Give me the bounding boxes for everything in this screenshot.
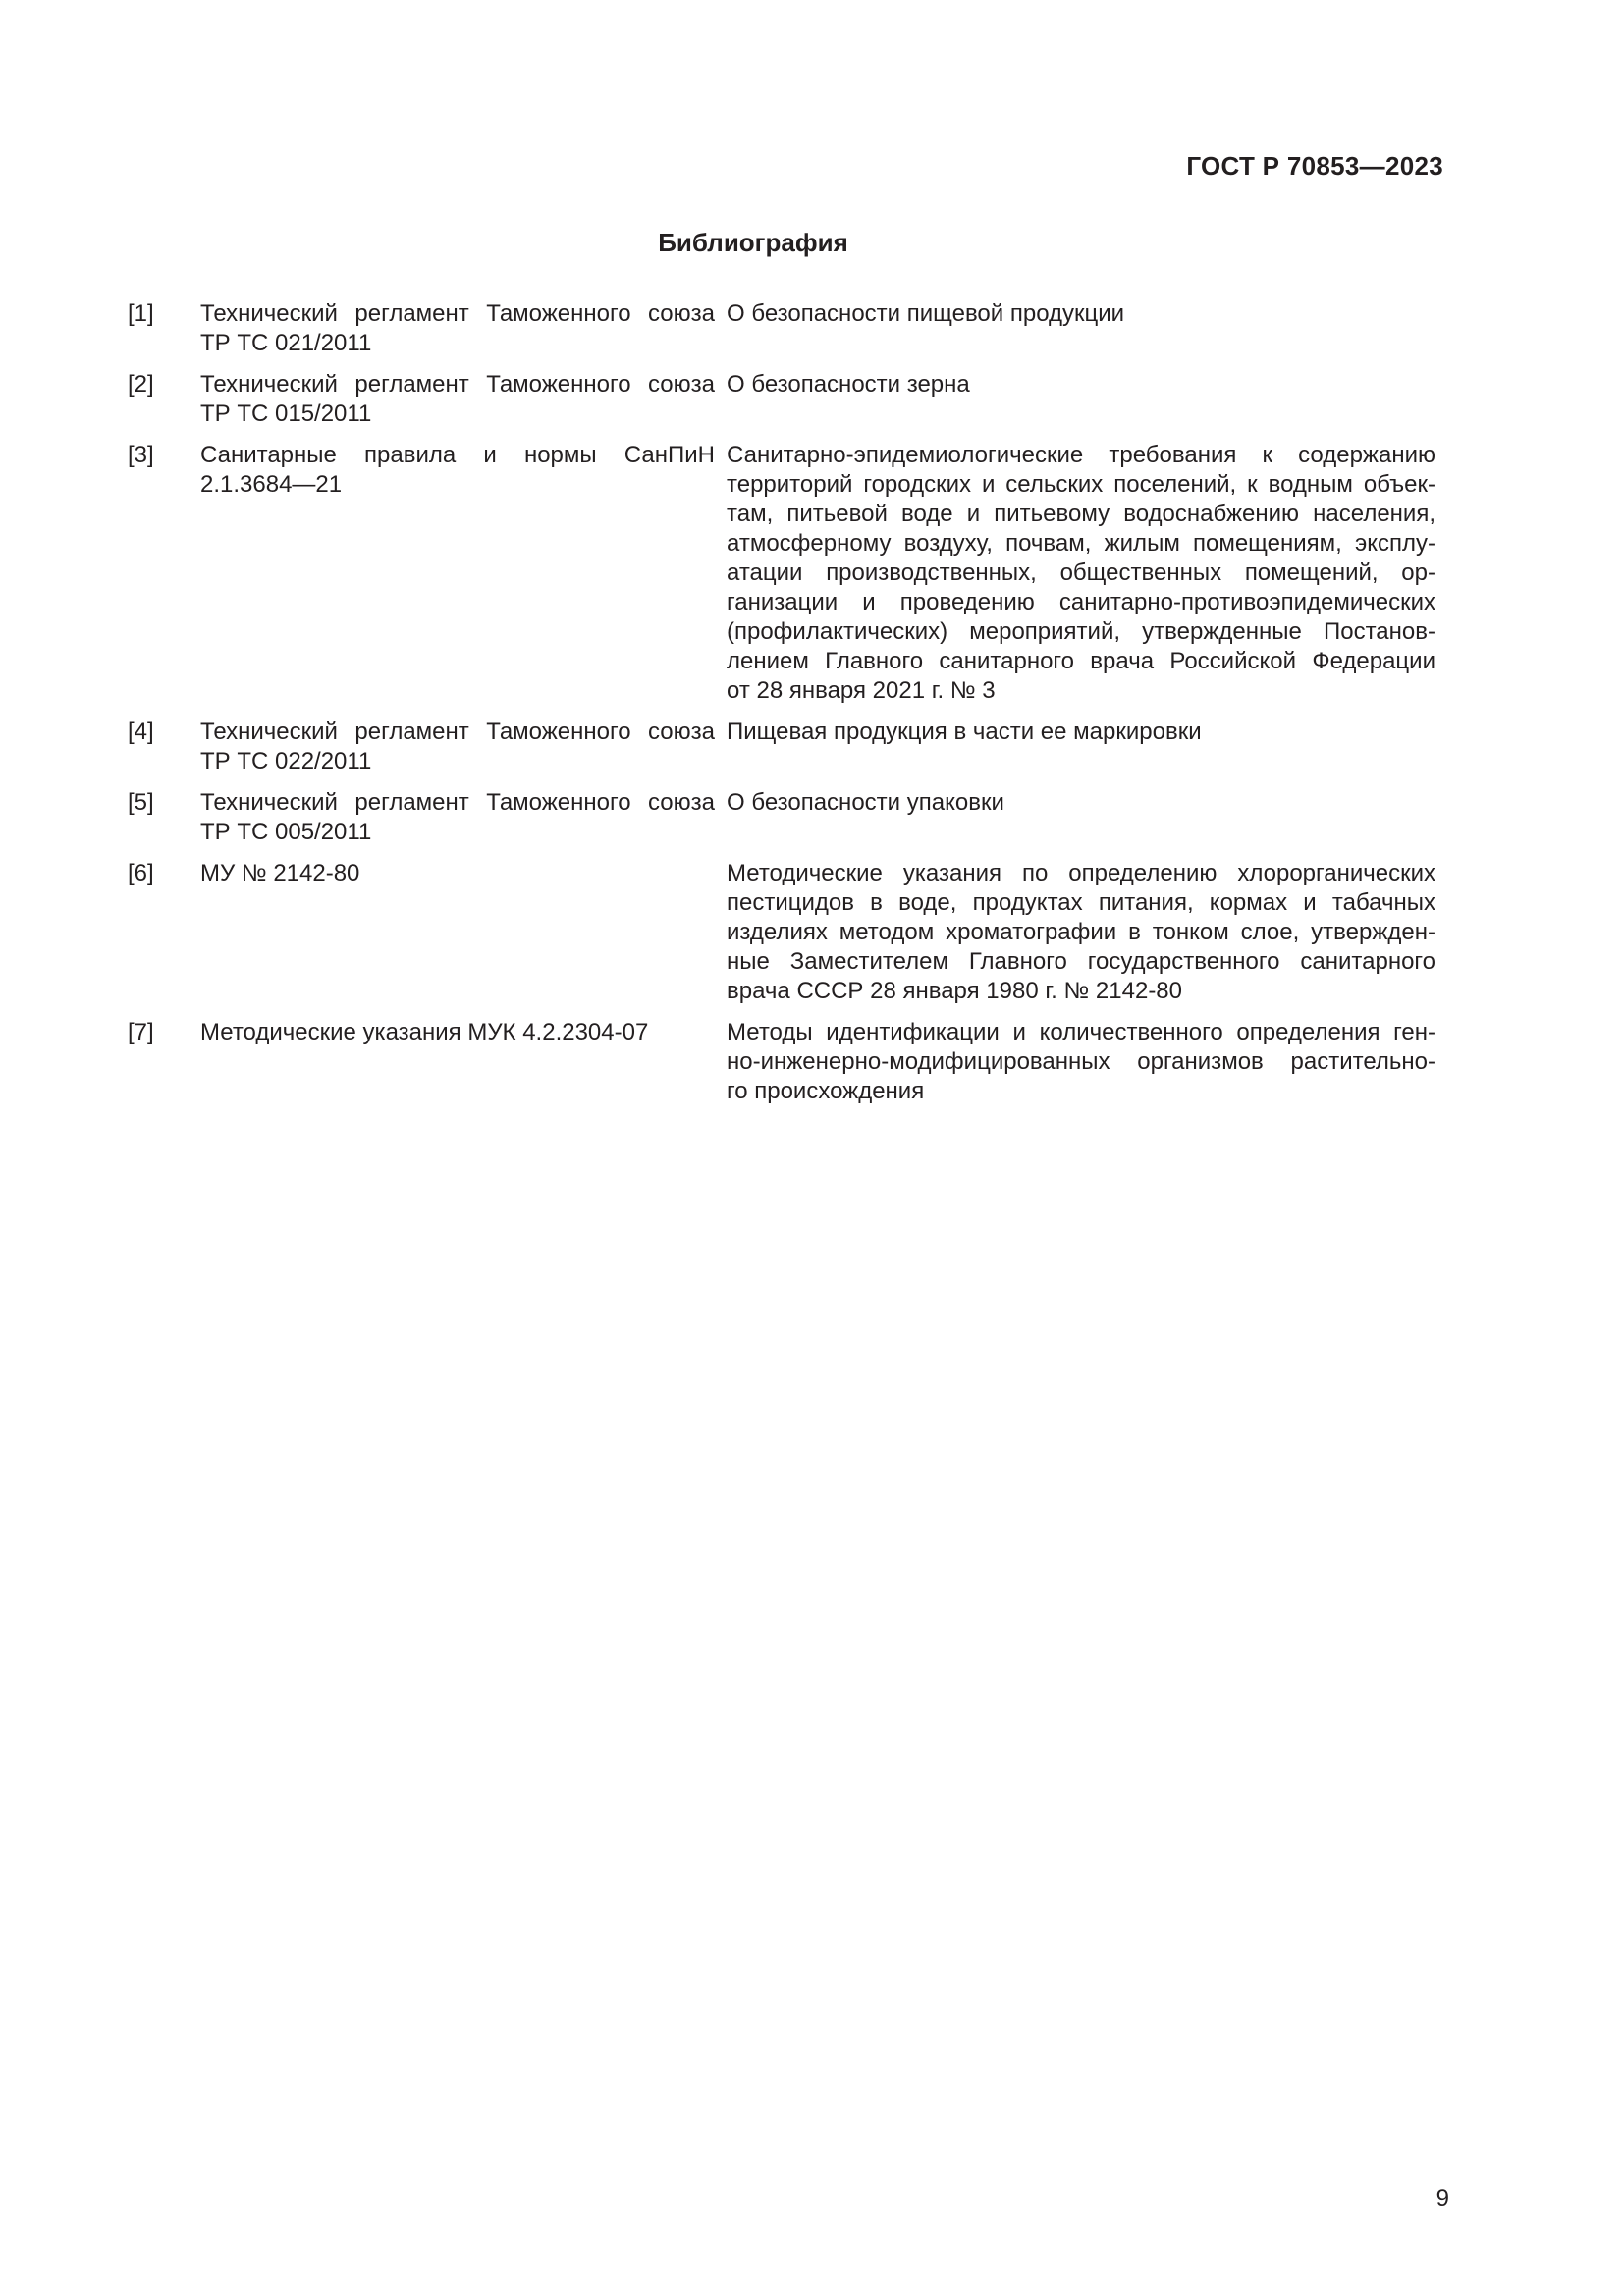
title-line: (профилактических) мероприятий, утвержденные Постанов- (727, 618, 1435, 645)
designation-line: ТР ТС 005/2011 (200, 819, 372, 845)
entry-title (727, 299, 1435, 329)
title-line: О безопасности пищевой продукции (727, 300, 1125, 327)
title-line: изделиях методом хроматографии в тонком слое, утвержден- (727, 919, 1435, 945)
entry-number: [2] (128, 371, 154, 398)
title-line: от 28 января 2021 г. № 3 (727, 677, 996, 704)
designation-line: Методические указания МУК 4.2.2304-07 (200, 1019, 649, 1045)
entry-title (727, 788, 1435, 818)
bibliography-list (128, 299, 1434, 1118)
entry-designation (200, 1018, 715, 1047)
entry-title (727, 441, 1435, 706)
title-line: Пищевая продукция в части ее маркировки (727, 719, 1202, 745)
designation-line: Технический регламент Таможенного союза (200, 300, 715, 327)
title-line: но-инженерно-модифицированных организмов растительно- (727, 1048, 1435, 1075)
bibliography-entry (128, 1018, 1434, 1106)
entry-designation (200, 859, 715, 888)
designation-line: Технический регламент Таможенного союза (200, 719, 715, 745)
entry-number: [7] (128, 1019, 154, 1045)
title-line: ганизации и проведению санитарно-противоэпидемических (727, 589, 1435, 615)
designation-line: ТР ТС 022/2011 (200, 748, 372, 774)
title-line: О безопасности зерна (727, 371, 970, 398)
designation-line: Технический регламент Таможенного союза (200, 371, 715, 398)
title-line: ные Заместителем Главного государственного санитарного (727, 948, 1435, 975)
entry-designation (200, 370, 715, 429)
designation-line: Технический регламент Таможенного союза (200, 789, 715, 816)
entry-number: [5] (128, 789, 154, 816)
entry-title (727, 1018, 1435, 1106)
page-number: 9 (1435, 2185, 1449, 2212)
bibliography-entry (128, 859, 1434, 1006)
title-line: атмосферному воздуху, почвам, жилым помещениям, эксплу- (727, 530, 1435, 557)
entry-designation (200, 299, 715, 358)
page-title (0, 228, 1624, 258)
title-line: лением Главного санитарного врача Российской Федерации (727, 648, 1435, 674)
entry-title (727, 859, 1435, 1006)
title-line: Санитарно-эпидемиологические требования к содержанию (727, 442, 1435, 468)
entry-number: [6] (128, 860, 154, 886)
designation-line: ТР ТС 021/2011 (200, 330, 372, 356)
designation-line: 2.1.3684—21 (200, 471, 343, 498)
title-line: Методы идентификации и количественного определения ген- (727, 1019, 1435, 1045)
entry-number: [1] (128, 300, 154, 327)
designation-line: Санитарные правила и нормы СанПиН (200, 442, 715, 468)
entry-designation (200, 788, 715, 847)
title-line: О безопасности упаковки (727, 789, 1004, 816)
bibliography-entry (128, 441, 1434, 706)
title-line: врача СССР 28 января 1980 г. № 2142-80 (727, 978, 1183, 1004)
designation-line: МУ № 2142-80 (200, 860, 360, 886)
title-line: территорий городских и сельских поселений, к водным объек- (727, 471, 1435, 498)
entry-number: [4] (128, 719, 154, 745)
designation-line: ТР ТС 015/2011 (200, 400, 372, 427)
entry-designation (200, 718, 715, 776)
entry-number: [3] (128, 442, 154, 468)
title-line: го происхождения (727, 1078, 925, 1104)
bibliography-entry (128, 370, 1434, 429)
title-line: пестицидов в воде, продуктах питания, кормах и табачных (727, 889, 1435, 916)
document-code: ГОСТ Р 70853—2023 (1186, 151, 1443, 181)
page-title-text: Библиография (658, 228, 848, 257)
title-line: атации производственных, общественных помещений, ор- (727, 560, 1435, 586)
bibliography-entry (128, 299, 1434, 358)
entry-title (727, 718, 1435, 747)
bibliography-entry (128, 788, 1434, 847)
bibliography-entry (128, 718, 1434, 776)
entry-designation (200, 441, 715, 500)
entry-title (727, 370, 1435, 400)
title-line: Методические указания по определению хлорорганических (727, 860, 1435, 886)
title-line: там, питьевой воде и питьевому водоснабжению населения, (727, 501, 1435, 527)
